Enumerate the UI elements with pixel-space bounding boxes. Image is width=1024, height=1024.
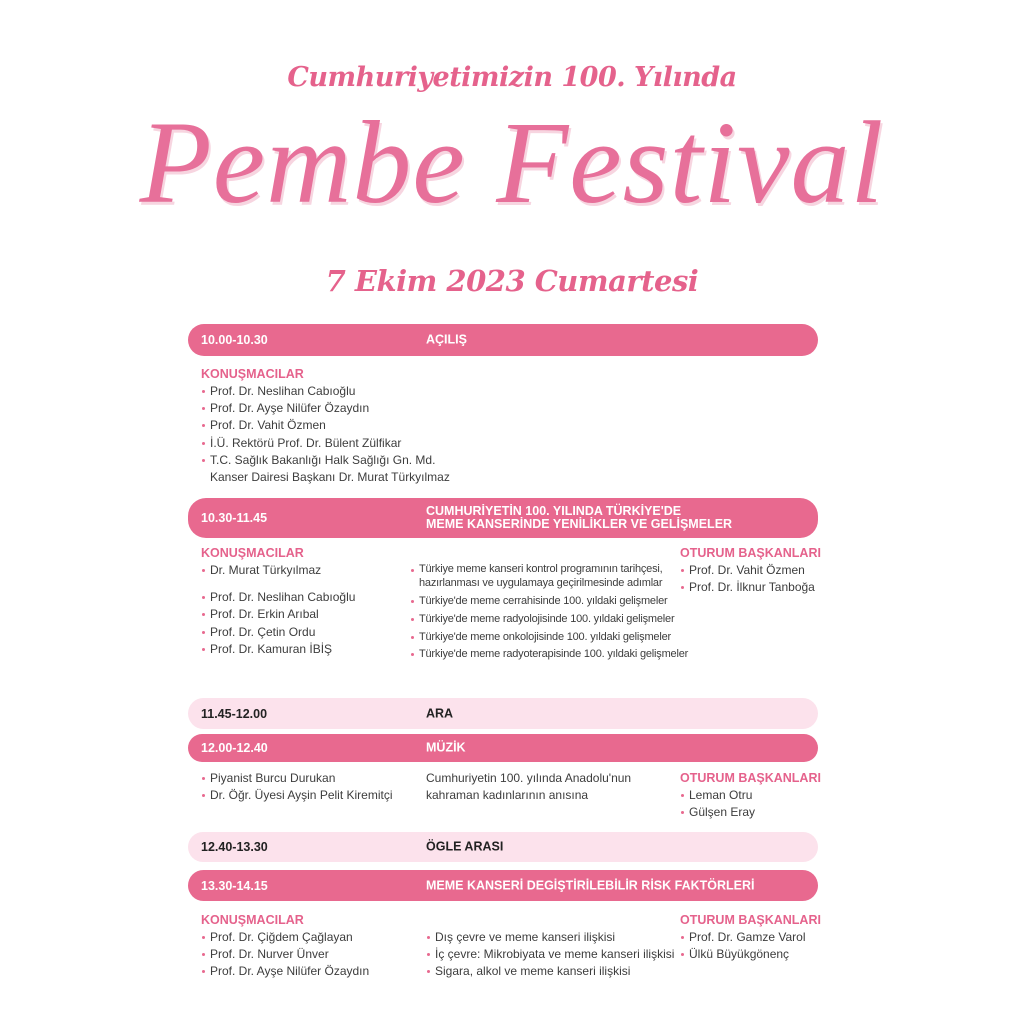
session-topic-line-1: CUMHURİYETİN 100. YILINDA TÜRKİYE'DE: [426, 504, 682, 518]
chairs-list-innovations: [680, 545, 821, 596]
chairs-list-risk-factors: [680, 912, 821, 963]
session-bar-innovations: [188, 498, 818, 538]
session-bar-music: [188, 734, 818, 762]
chair-item: Prof. Dr. İlknur Tanboğa: [680, 579, 821, 596]
session-time: 13.30-14.15: [201, 878, 268, 893]
talk-item: Türkiye'de meme cerrahisinde 100. yıldaki gelişmeler: [410, 593, 688, 611]
chairs-heading: OTURUM BAŞKANLARI: [680, 913, 821, 927]
session-time: 12.00-12.40: [201, 741, 268, 755]
speaker-item: Prof. Dr. Neslihan Cabıoğlu: [201, 383, 450, 400]
chairs-list-music: [680, 770, 821, 821]
talk-item: Sigara, alkol ve meme kanseri ilişkisi: [426, 963, 674, 980]
speaker-item: T.C. Sağlık Bakanlığı Halk Sağlığı Gn. Md.: [201, 452, 450, 469]
session-topic: ÖGLE ARASI: [426, 839, 504, 854]
speaker-item: Prof. Dr. Çetin Ordu: [201, 624, 355, 641]
chair-item: Ülkü Büyükgönenç: [680, 946, 821, 963]
speaker-item: Prof. Dr. Kamuran İBİŞ: [201, 641, 355, 658]
chair-item: Gülşen Eray: [680, 804, 821, 821]
performers-list-music: [201, 770, 393, 804]
talk-item: Türkiye'de meme onkolojisinde 100. yıldaki gelişmeler: [410, 629, 688, 647]
session-bar-opening: [188, 324, 818, 356]
chairs-heading: OTURUM BAŞKANLARI: [680, 546, 821, 560]
festival-subtitle: Cumhuriyetimizin 100. Yılında: [287, 62, 737, 93]
speaker-item: Prof. Dr. Ayşe Nilüfer Özaydın: [201, 963, 369, 980]
music-description: [426, 770, 631, 804]
session-time: 12.40-13.30: [201, 840, 268, 854]
chair-item: Prof. Dr. Gamze Varol: [680, 929, 821, 946]
speaker-item: Prof. Dr. Ayşe Nilüfer Özaydın: [201, 400, 450, 417]
speaker-item-continuation: Kanser Dairesi Başkanı Dr. Murat Türkyılmaz: [210, 470, 450, 485]
chair-item: Leman Otru: [680, 787, 821, 804]
talk-item-continuation: hazırlanması ve uygulamaya geçirilmesinde adımlar: [419, 577, 663, 589]
session-time: 11.45-12.00: [201, 706, 268, 721]
description-line: kahraman kadınlarının anısına: [426, 788, 589, 803]
session-bar-break: [188, 698, 818, 729]
speakers-heading: KONUŞMACILAR: [201, 367, 304, 381]
speaker-item: Prof. Dr. Vahit Özmen: [201, 417, 450, 434]
session-topic: MEME KANSERİ DEGİŞTİRİLEBİLİR RİSK FAKTÖRLERİ: [426, 878, 755, 892]
performer-item: Dr. Öğr. Üyesi Ayşin Pelit Kiremitçi: [201, 787, 393, 804]
session-time: 10.00-10.30: [201, 333, 268, 347]
performer-item: Piyanist Burcu Durukan: [201, 770, 393, 787]
session-bar-risk-factors: [188, 870, 818, 901]
speaker-item: Dr. Murat Türkyılmaz: [201, 562, 355, 579]
session-topic: ARA: [426, 706, 454, 720]
talks-list-risk-factors: [426, 929, 674, 981]
speakers-list-innovations: [201, 545, 355, 658]
speakers-list-opening: [201, 366, 450, 486]
talk-item: Dış çevre ve meme kanseri ilişkisi: [426, 929, 674, 946]
talk-item: İç çevre: Mikrobiyata ve meme kanseri ilişkisi: [426, 946, 674, 963]
session-time: 10.30-11.45: [201, 511, 268, 525]
talk-item: Türkiye'de meme radyoterapisinde 100. yıldaki gelişmeler: [410, 646, 688, 664]
speakers-heading: KONUŞMACILAR: [201, 913, 304, 927]
session-topic: [426, 505, 732, 531]
talks-list-innovations: [410, 562, 688, 664]
talk-item: Türkiye meme kanseri kontrol programının tarihçesi,: [410, 562, 688, 576]
speaker-item: Prof. Dr. Erkin Arıbal: [201, 606, 355, 623]
chair-item: Prof. Dr. Vahit Özmen: [680, 562, 821, 579]
session-topic: AÇILIŞ: [426, 332, 467, 347]
session-topic-line-2: MEME KANSERİNDE YENİLİKLER VE GELİŞMELER: [426, 517, 733, 531]
session-bar-lunch: [188, 832, 818, 862]
speakers-heading: KONUŞMACILAR: [201, 546, 304, 560]
speakers-list-risk-factors: [201, 912, 369, 981]
description-line: Cumhuriyetin 100. yılında Anadolu'nun: [426, 771, 632, 785]
chairs-heading: OTURUM BAŞKANLARI: [680, 771, 821, 785]
session-topic: MÜZİK: [426, 740, 466, 755]
talk-item: Türkiye'de meme radyolojisinde 100. yıldaki gelişmeler: [410, 611, 688, 629]
speaker-item: Prof. Dr. Çiğdem Çağlayan: [201, 929, 369, 946]
speaker-item: İ.Ü. Rektörü Prof. Dr. Bülent Zülfikar: [201, 435, 450, 452]
festival-date: 7 Ekim 2023 Cumartesi: [325, 264, 699, 298]
speaker-item: Prof. Dr. Nurver Ünver: [201, 946, 369, 963]
speaker-item: Prof. Dr. Neslihan Cabıoğlu: [201, 589, 355, 606]
festival-title: Pembe Festival: [139, 97, 885, 228]
